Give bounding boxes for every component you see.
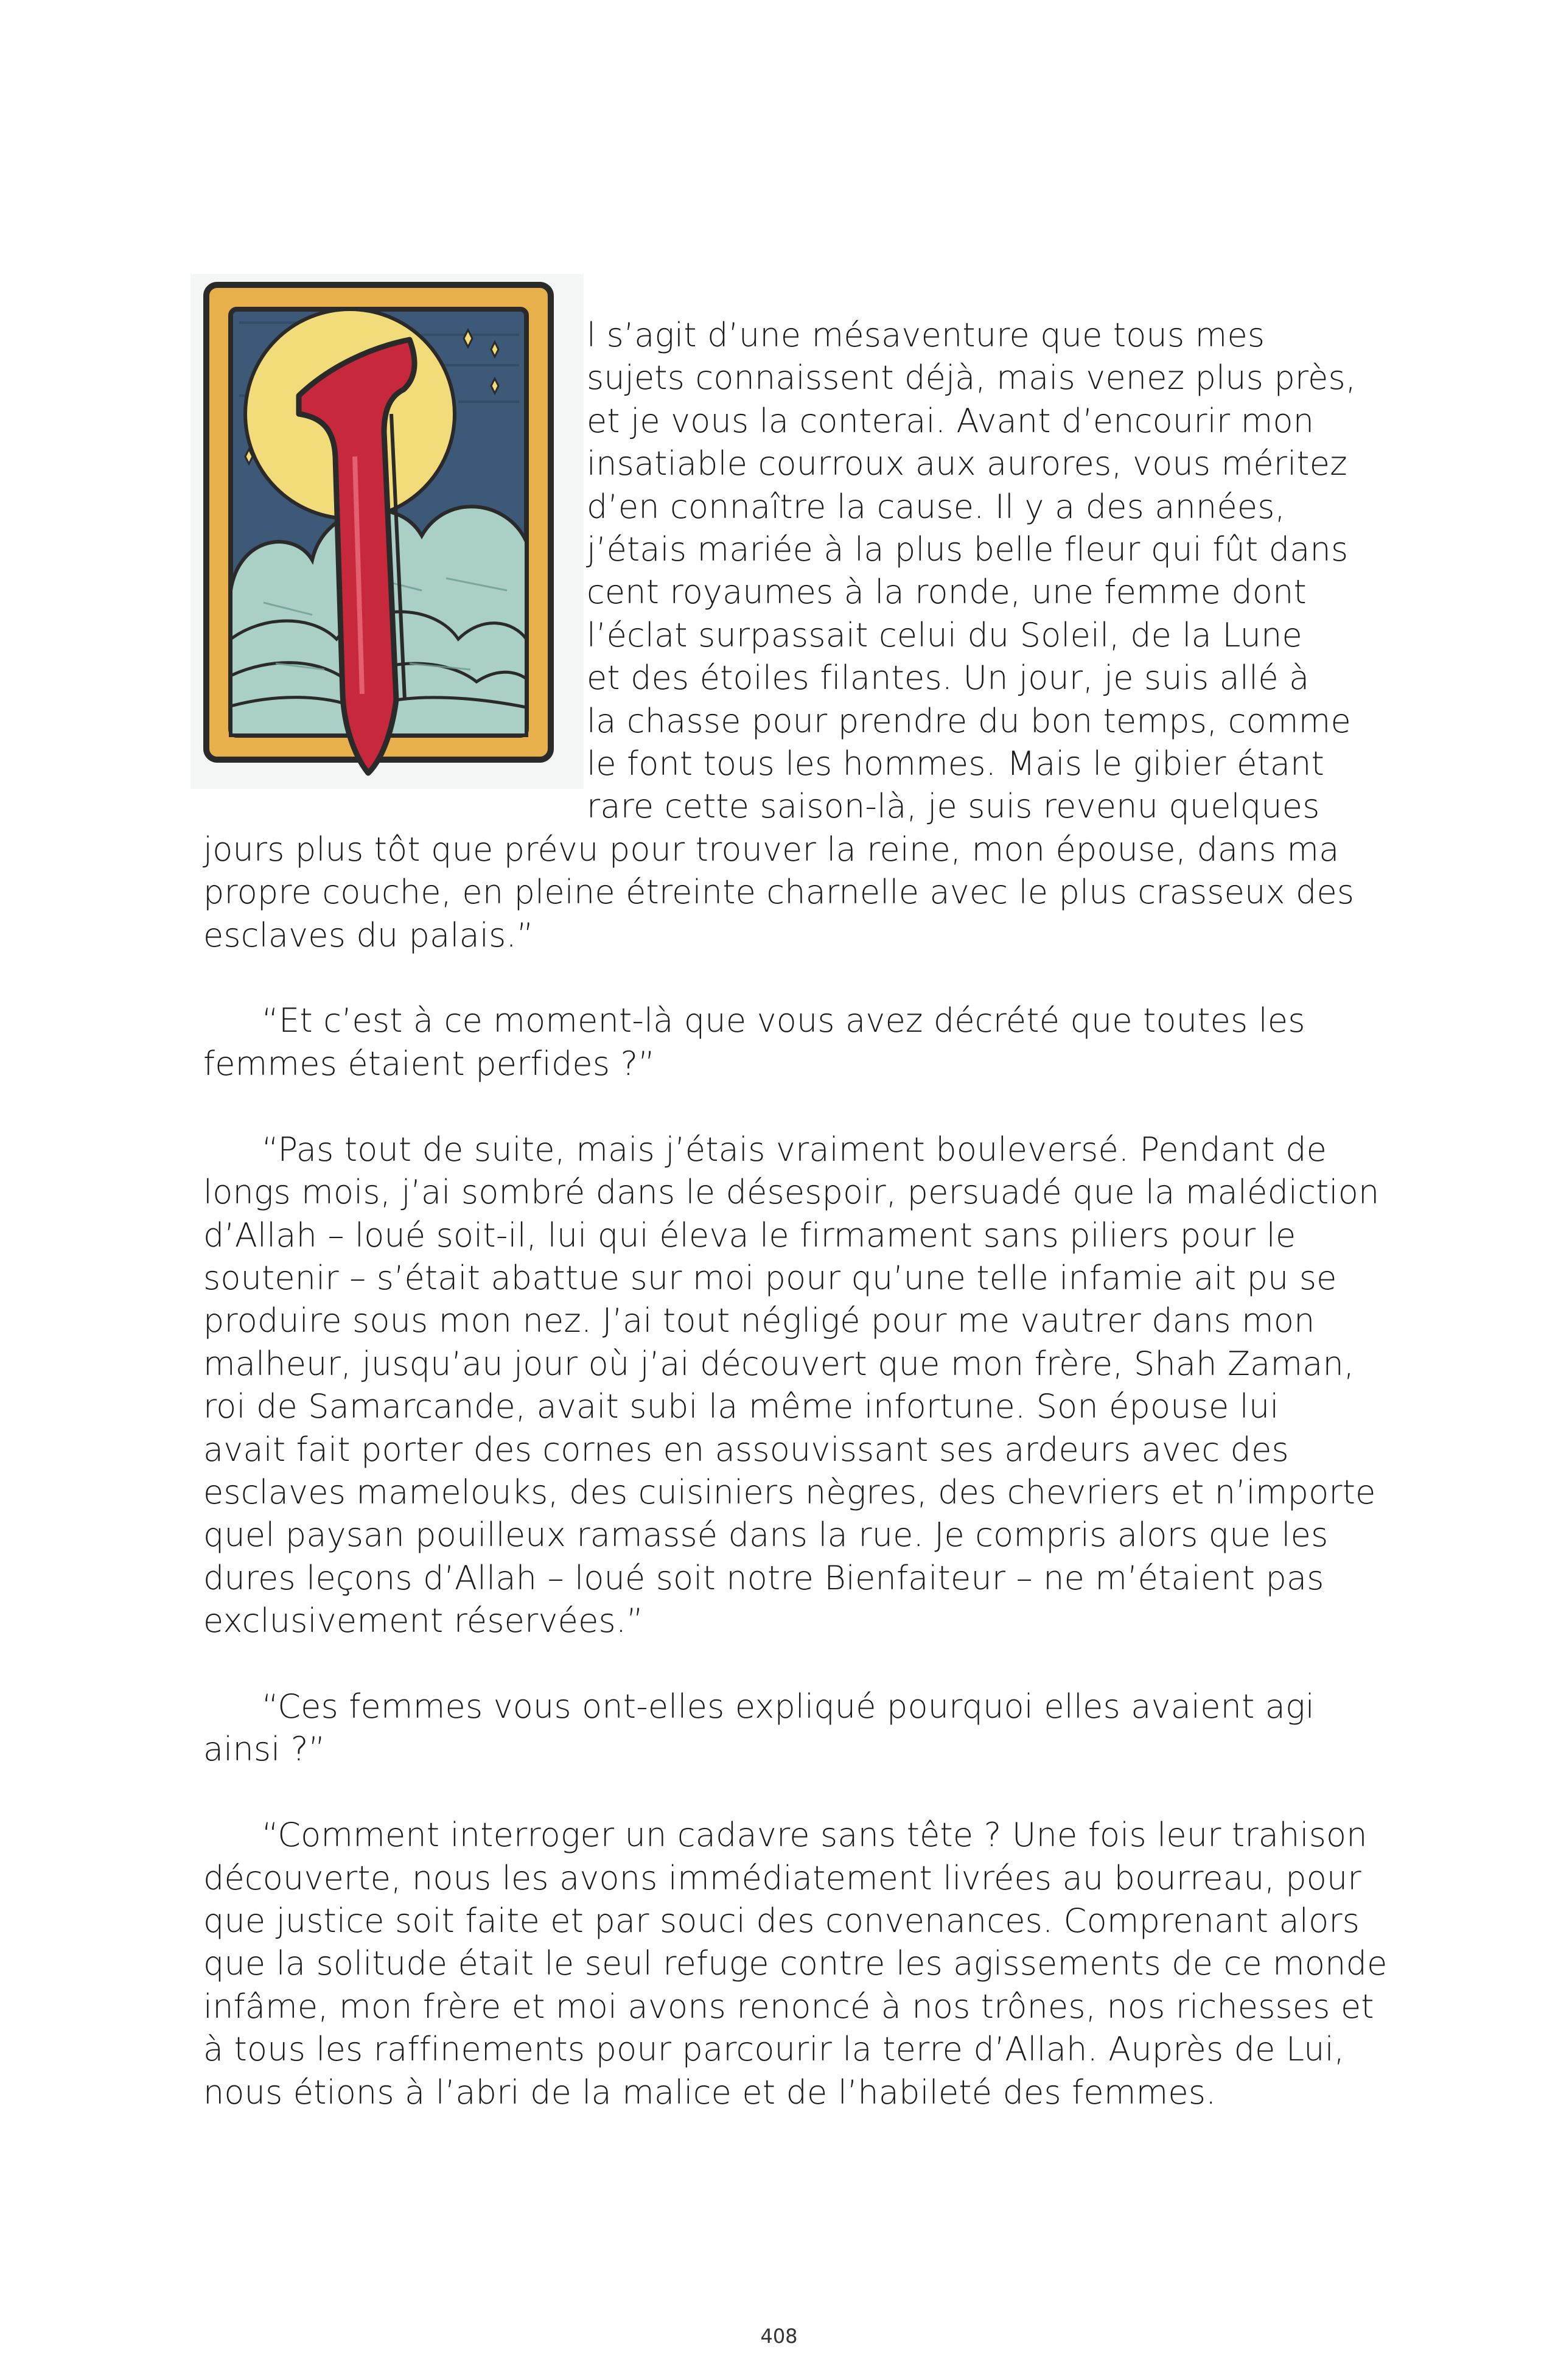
paragraph-1	[203, 314, 1360, 957]
text-line: esclaves du palais.”	[203, 915, 534, 954]
body-text	[203, 314, 1388, 2114]
text-line: et des étoiles filantes. Un jour, je suis allé à	[587, 659, 1310, 698]
text-line: avait fait porter des cornes en assouvissant ses ardeurs avec des	[203, 1430, 1289, 1469]
text-line: exclusivement réservées.”	[203, 1601, 644, 1640]
text-line: femmes étaient perfides ?”	[203, 1044, 655, 1083]
text-line: que la solitude était le seul refuge contre les agissements de ce monde	[203, 1944, 1388, 1983]
text-line: malheur, jusqu’au jour où j’ai découvert que mon frère, Shah Zaman,	[203, 1344, 1355, 1383]
text-line: nous étions à l’abri de la malice et de l’habileté des femmes.	[203, 2073, 1217, 2112]
text-line: insatiable courroux aux aurores, vous méritez	[587, 444, 1347, 483]
text-line: propre couche, en pleine étreinte charnelle avec le plus crasseux des	[203, 873, 1355, 912]
text-line: et je vous la conterai. Avant d’encourir mon	[587, 401, 1315, 440]
text-line: roi de Samarcande, avait subi la même infortune. Son épouse lui	[203, 1387, 1279, 1426]
text-line: “Et c’est à ce moment-là que vous avez décrété que toutes les	[262, 1001, 1305, 1040]
text-line: sujets connaissent déjà, mais venez plus près,	[587, 359, 1357, 397]
text-line: “Ces femmes vous ont-elles expliqué pourquoi elles avaient agi	[262, 1687, 1315, 1726]
text-line: cent royaumes à la ronde, une femme dont	[587, 573, 1307, 612]
paragraph-2	[203, 999, 1360, 1085]
text-line: “Pas tout de suite, mais j’étais vraiment bouleversé. Pendant de	[262, 1130, 1327, 1169]
text-line: j’étais mariée à la plus belle fleur qui fût dans	[587, 530, 1349, 569]
text-line: quel paysan pouilleux ramassé dans la rue. Je compris alors que les	[203, 1516, 1329, 1555]
text-line: jours plus tôt que prévu pour trouver la reine, mon épouse, dans ma	[203, 830, 1340, 869]
text-line: à tous les raffinements pour parcourir la terre d’Allah. Auprès de Lui,	[203, 2030, 1345, 2069]
text-line: soutenir – s’était abattue sur moi pour qu’une telle infamie ait pu se	[203, 1258, 1337, 1297]
text-line: l’éclat surpassait celui du Soleil, de la Lune	[587, 615, 1302, 654]
text-line: infâme, mon frère et moi avons renoncé à nos trônes, nos richesses et	[203, 1987, 1374, 2026]
text-line: produire sous mon nez. J’ai tout négligé pour me vautrer dans mon	[203, 1301, 1315, 1340]
text-line: “Comment interroger un cadavre sans tête ? Une fois leur trahison	[262, 1816, 1368, 1855]
text-line: d’en connaître la cause. Il y a des années,	[587, 487, 1286, 526]
text-line: le font tous les hommes. Mais le gibier étant	[587, 744, 1324, 783]
text-line: découverte, nous les avons immédiatement livrées au bourreau, pour	[203, 1858, 1361, 1897]
paragraph-5	[203, 1814, 1388, 2114]
page-number: 408	[760, 2325, 798, 2348]
text-line: ainsi ?”	[203, 1730, 326, 1769]
text-line: longs mois, j’ai sombré dans le désespoir, persuadé que la malédiction	[203, 1173, 1380, 1212]
text-line: la chasse pour prendre du bon temps, comme	[587, 701, 1351, 740]
text-line: rare cette saison-là, je suis revenu quelques	[587, 787, 1320, 826]
text-line: l s’agit d’une mésaventure que tous mes	[587, 316, 1265, 354]
paragraph-4	[203, 1685, 1360, 1771]
text-line: dures leçons d’Allah – loué soit notre Bienfaiteur – ne m’étaient pas	[203, 1558, 1324, 1597]
text-line: esclaves mamelouks, des cuisiniers nègres, des chevriers et n’importe	[203, 1472, 1376, 1511]
text-line: que justice soit faite et par souci des convenances. Comprenant alors	[203, 1901, 1360, 1940]
paragraph-3	[203, 1129, 1380, 1643]
text-line: d’Allah – loué soit-il, lui qui éleva le firmament sans piliers pour le	[203, 1216, 1296, 1255]
